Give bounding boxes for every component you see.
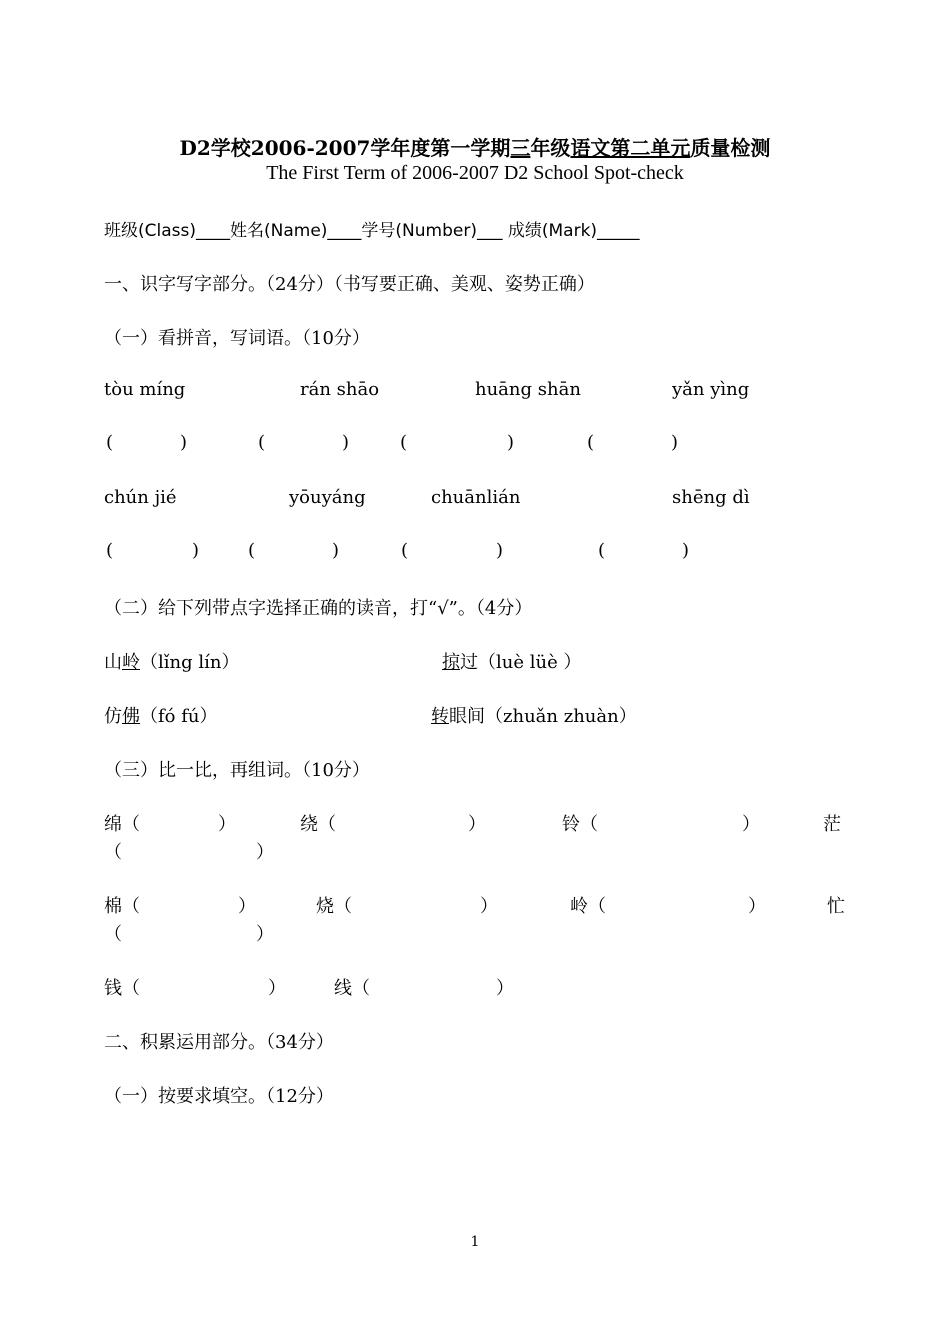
answer-close-paren: ) [332, 540, 340, 561]
compare-item-close: ） [748, 896, 766, 917]
reading-options: （zhuǎn zhuàn） [485, 706, 637, 727]
answer-close-paren: ) [192, 540, 200, 561]
compare-item-open: 线（ [334, 978, 370, 999]
reading-item: 转眼间（zhuǎn zhuàn） [431, 706, 637, 727]
compare-item-char: 茫 [823, 814, 841, 835]
answer-open-paren: ( [106, 432, 114, 453]
pinyin-item: yōuyáng [289, 487, 366, 508]
pinyin-item: rán shāo [300, 379, 380, 400]
compare-item-open: 棉（ [104, 896, 140, 917]
compare-item-open: 烧（ [316, 896, 352, 917]
compare-item-open: （ [104, 842, 122, 863]
answer-close-paren: ) [180, 432, 188, 453]
reading-item: 山岭（lǐng lín） [104, 652, 240, 673]
part2-heading: （二）给下列带点字选择正确的读音，打“√”。（4分） [104, 598, 533, 619]
pinyin-item: chuānlián [431, 487, 521, 508]
compare-item-open: 铃（ [562, 814, 598, 835]
compare-item-close: ） [480, 896, 498, 917]
reading-options: （lǐng lín） [140, 652, 240, 673]
pinyin-item: yǎn yìng [672, 379, 750, 400]
answer-close-paren: ) [507, 432, 515, 453]
reading-item: 仿佛（fó fú） [104, 706, 218, 727]
reading-options: （fó fú） [140, 706, 218, 727]
compare-item-open: （ [104, 924, 122, 945]
answer-open-paren: ( [258, 432, 266, 453]
section2-heading: 二、积累运用部分。（34分） [104, 1032, 334, 1053]
dotted-char: 掠 [442, 652, 460, 673]
answer-close-paren: ) [671, 432, 679, 453]
section2-part1-heading: （一）按要求填空。（12分） [104, 1086, 334, 1107]
dotted-char: 佛 [122, 706, 140, 727]
answer-close-paren: ) [496, 540, 504, 561]
compare-item-close: ） [742, 814, 760, 835]
answer-open-paren: ( [587, 432, 595, 453]
pinyin-item: huāng shān [475, 379, 581, 400]
reading-options: （luè lüè ） [478, 652, 582, 673]
answer-open-paren: ( [400, 432, 408, 453]
answer-close-paren: ) [342, 432, 350, 453]
answer-open-paren: ( [401, 540, 409, 561]
compare-item-close: ） [256, 924, 274, 945]
title-part: 质量检测 [690, 136, 771, 160]
title-part: D2学校2006-2007学年度第一学期 [179, 136, 511, 160]
section1-heading: 一、识字写字部分。（24分）（书写要正确、美观、姿势正确） [104, 274, 595, 295]
compare-item-close: ） [496, 978, 514, 999]
pinyin-item: chún jié [104, 487, 177, 508]
compare-item-open: 岭（ [570, 896, 606, 917]
compare-item-close: ） [256, 842, 274, 863]
reading-item: 掠过（luè lüè ） [442, 652, 582, 673]
title-underlined-grade: 三 [510, 136, 531, 160]
compare-item-open: 绕（ [300, 814, 336, 835]
dotted-char: 转 [431, 706, 449, 727]
title-underlined-subject: 语文第二单元 [570, 136, 691, 160]
page-title [0, 132, 950, 161]
compare-item-close: ） [238, 896, 256, 917]
pinyin-item: shēng dì [672, 487, 750, 508]
compare-item-close: ） [268, 978, 286, 999]
answer-open-paren: ( [106, 540, 114, 561]
compare-item-close: ） [218, 814, 236, 835]
compare-item-open: 绵（ [104, 814, 140, 835]
part3-heading: （三）比一比，再组词。（10分） [104, 760, 370, 781]
compare-item-char: 忙 [827, 896, 845, 917]
student-info-line: 班级(Class)____姓名(Name)____学号(Number)___ 成绩(Mark)_____ [104, 221, 640, 241]
title-part: 年级 [530, 136, 571, 160]
answer-open-paren: ( [598, 540, 606, 561]
answer-close-paren: ) [682, 540, 690, 561]
pinyin-item: tòu míng [104, 379, 186, 400]
dotted-char: 岭 [122, 652, 140, 673]
compare-item-close: ） [468, 814, 486, 835]
answer-open-paren: ( [248, 540, 256, 561]
page-subtitle: The First Term of 2006-2007 D2 School Spot-check [266, 162, 684, 184]
page-number: 1 [470, 1234, 480, 1250]
compare-item-open: 钱（ [104, 978, 140, 999]
part1-heading: （一）看拼音，写词语。（10分） [104, 328, 370, 349]
